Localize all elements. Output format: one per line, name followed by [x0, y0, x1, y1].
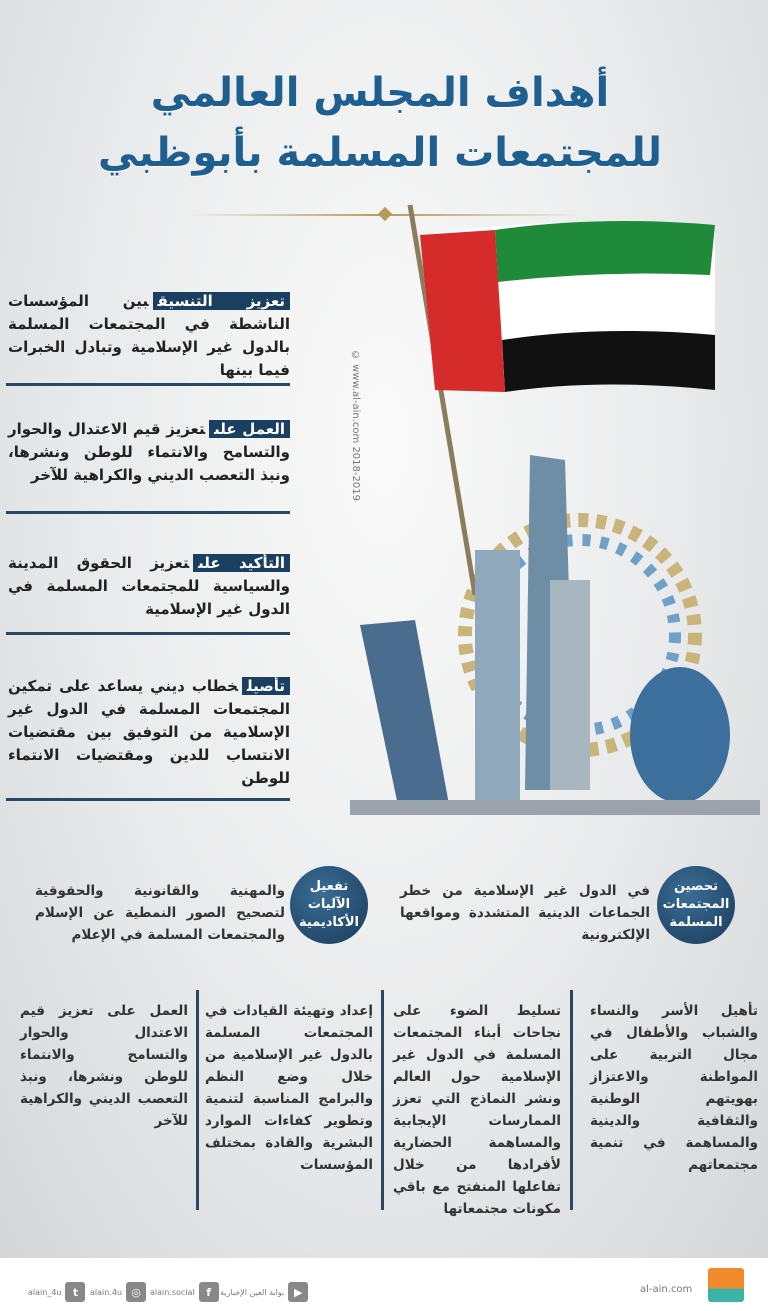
goal-text: خطاب ديني يساعد على تمكين المجتمعات المسلمة في الدول غير الإسلامية من التوفيق بين مقتضيات الانتساب للدين ومقتضيات الانتماء للوطن	[8, 677, 290, 787]
goal-tag: العمل على	[209, 420, 290, 438]
youtube-icon: ▶	[288, 1282, 308, 1302]
facebook-link[interactable]	[150, 1282, 219, 1302]
twitter-icon: t	[65, 1282, 85, 1302]
goal-text: تعزيز الحقوق المدينة والسياسية للمجتمعات المسلمة في الدول غير الإسلامية	[8, 554, 290, 618]
divider	[196, 990, 199, 1210]
handle: alain.4u	[90, 1287, 123, 1297]
facebook-icon: f	[199, 1282, 219, 1302]
site-link[interactable]: al-ain.com	[640, 1284, 693, 1295]
circle-badge: تحصين المجتمعات المسلمة	[657, 866, 735, 944]
handle: alain_4u	[28, 1287, 62, 1297]
divider	[6, 383, 290, 386]
goal-3	[8, 552, 290, 621]
page-title-line2: للمجتمعات المسلمة بأبوظبي	[97, 130, 663, 176]
instagram-link[interactable]	[90, 1282, 146, 1302]
column-1: تأهيل الأسر والنساء والشباب والأطفال في مجال التربية على المواطنة والاعتزاز بهويتهم الوطنية والثقافية والدينية والمساهمة في تنمية مجتمعاتهم	[590, 1003, 758, 1173]
column-4: العمل على تعزيز قيم الاعتدال والحوار والتسامح والانتماء للوطن ونشرها، ونبذ التعصب الديني والكراهية للآخر	[20, 1003, 188, 1129]
uae-flag-skyline-illustration	[340, 200, 768, 840]
divider	[6, 632, 290, 635]
goal-tag: تأصيل	[242, 677, 290, 695]
column-3: إعداد وتهيئة القيادات في المجتمعات المسلمة بالدول غير الإسلامية من خلال وضع النظم والبرامج المناسبة لتنمية وتطوير كفاءات الموارد البشرية والقادة بمختلف المؤسسات	[205, 1003, 373, 1173]
column-2: تسليط الضوء على نجاحات أبناء المجتمعات المسلمة في الدول غير الإسلامية حول العالم ونشر النماذج التي تعزز الممارسات الإيجابية والمساهمة الحضارية لأفرادها من خلال تفاعلها المنفتح مع باقي مكونات مجتمعاتها	[393, 1003, 561, 1217]
divider	[381, 990, 384, 1210]
twitter-link[interactable]	[28, 1282, 85, 1302]
circle-text: والمهنية والقانونية والحقوقية لتصحيح الصور النمطية عن الإسلام والمجتمعات المسلمة في الإعلام	[35, 883, 285, 943]
instagram-icon: ◎	[126, 1282, 146, 1302]
goal-tag: تعزيز التنسيق	[153, 292, 290, 310]
goal-4	[8, 675, 290, 790]
goal-text: تعزيز قيم الاعتدال والحوار والتسامح والانتماء للوطن ونشرها، ونبذ التعصب الديني والكراهية للآخر	[8, 420, 290, 484]
circle-badge: تفعيل الآليات الأكاديمية	[290, 866, 368, 944]
goal-1	[8, 290, 290, 382]
divider	[6, 511, 290, 514]
uae-flag	[420, 221, 715, 392]
goal-2	[8, 418, 290, 487]
page-title-line1: أهداف المجلس العالمي	[150, 70, 610, 116]
handle: alain.social	[150, 1287, 195, 1297]
youtube-link[interactable]	[220, 1282, 308, 1302]
circle-text: في الدول غير الإسلامية من خطر الجماعات الدينية المتشددة ومواقعها الإلكترونية	[400, 883, 650, 943]
al-ain-logo	[708, 1268, 744, 1302]
copyright: © www.al-ain.com 2018-2019	[350, 350, 361, 501]
handle: بوابة العين الإخبارية	[220, 1287, 285, 1297]
goal-text: بين المؤسسات الناشطة في المجتمعات المسلمة بالدول غير الإسلامية وتبادل الخبرات فيما بينها	[8, 292, 290, 379]
divider	[570, 990, 573, 1210]
divider	[6, 798, 290, 801]
goal-tag: التأكيد على	[193, 554, 290, 572]
